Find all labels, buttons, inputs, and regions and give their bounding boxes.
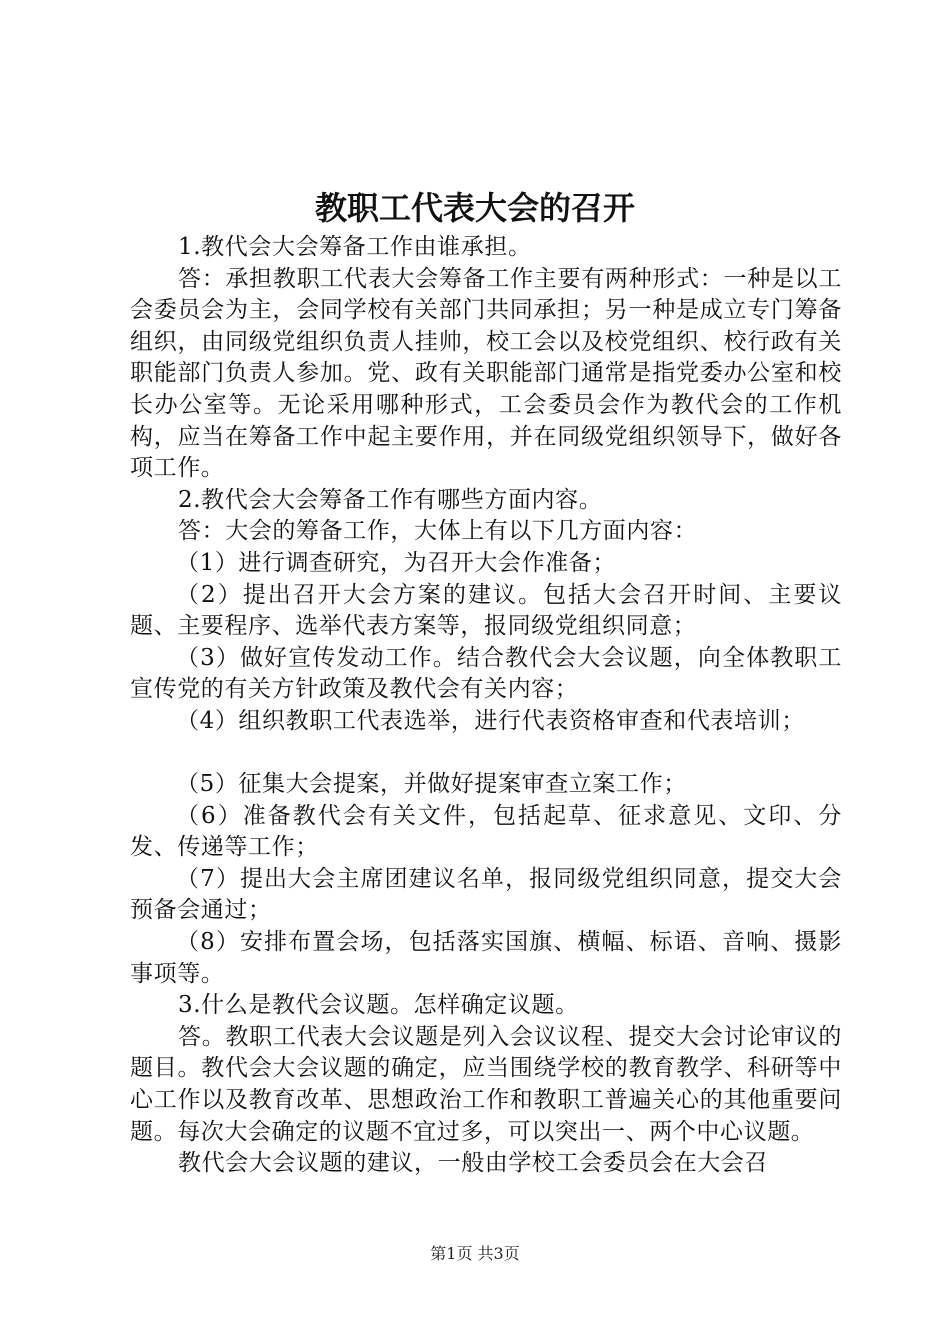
answer-1: 答：承担教职工代表大会筹备工作主要有两种形式：一种是以工会委员会为主，会同学校有关部门共同承担；另一种是成立专门筹备组织，由同级党组织负责人挂帅，校工会以及校党组织、校行政有关职能部门负责人参加。党、政有关职能部门通常是指党委办公室和校长办公室等。无论采用哪种形式，工会委员会作为教代会的工作机构，应当在筹备工作中起主要作用，并在同级党组织领导下，做好各项工作。 <box>130 265 842 482</box>
list-item: （6）准备教代会有关文件，包括起草、征求意见、文印、分发、传递等工作； <box>130 802 842 861</box>
question-3: 3.什么是教代会议题。怎样确定议题。 <box>178 992 579 1019</box>
document-body <box>130 232 842 1180</box>
list-item: （3）做好宣传发动工作。结合教代会大会议题，向全体教职工宣传党的有关方针政策及教代会有关内容； <box>130 644 842 703</box>
answer-3: 答。教职工代表大会议题是列入会议议程、提交大会讨论审议的题目。教代会大会议题的确定，应当围绕学校的教育教学、科研等中心工作以及教育改革、思想政治工作和教职工普遍关心的其他重要问题。每次大会确定的议题不宜过多，可以突出一、两个中心议题。 <box>130 1023 842 1145</box>
question-2: 2.教代会大会筹备工作有哪些方面内容。 <box>178 486 603 513</box>
question-1: 1.教代会大会筹备工作由谁承担。 <box>178 234 532 260</box>
list-item: （5）征集大会提案，并做好提案审查立案工作； <box>176 771 687 798</box>
list-item: （8）安排布置会场，包括落实国旗、横幅、标语、音响、摄影事项等。 <box>130 929 842 987</box>
list-item: （7）提出大会主席团建议名单，报同级党组织同意，提交大会预备会通过； <box>130 865 842 924</box>
list-item: （1）进行调查研究，为召开大会作准备； <box>176 549 617 576</box>
page-footer: 第1页 共3页 <box>430 1244 520 1263</box>
answer-3-continued: 教代会大会议题的建议，一般由学校工会委员会在大会召 <box>178 1150 768 1177</box>
list-item: （4）组织教职工代表选举，进行代表资格审查和代表培训； <box>176 707 805 734</box>
list-item: （2）提出召开大会方案的建议。包括大会召开时间、主要议题、主要程序、选举代表方案等，报同级党组织同意； <box>130 581 842 640</box>
answer-2-intro: 答：大会的筹备工作，大体上有以下几方面内容： <box>178 518 698 545</box>
document-title: 教职工代表大会的召开 <box>314 189 635 227</box>
